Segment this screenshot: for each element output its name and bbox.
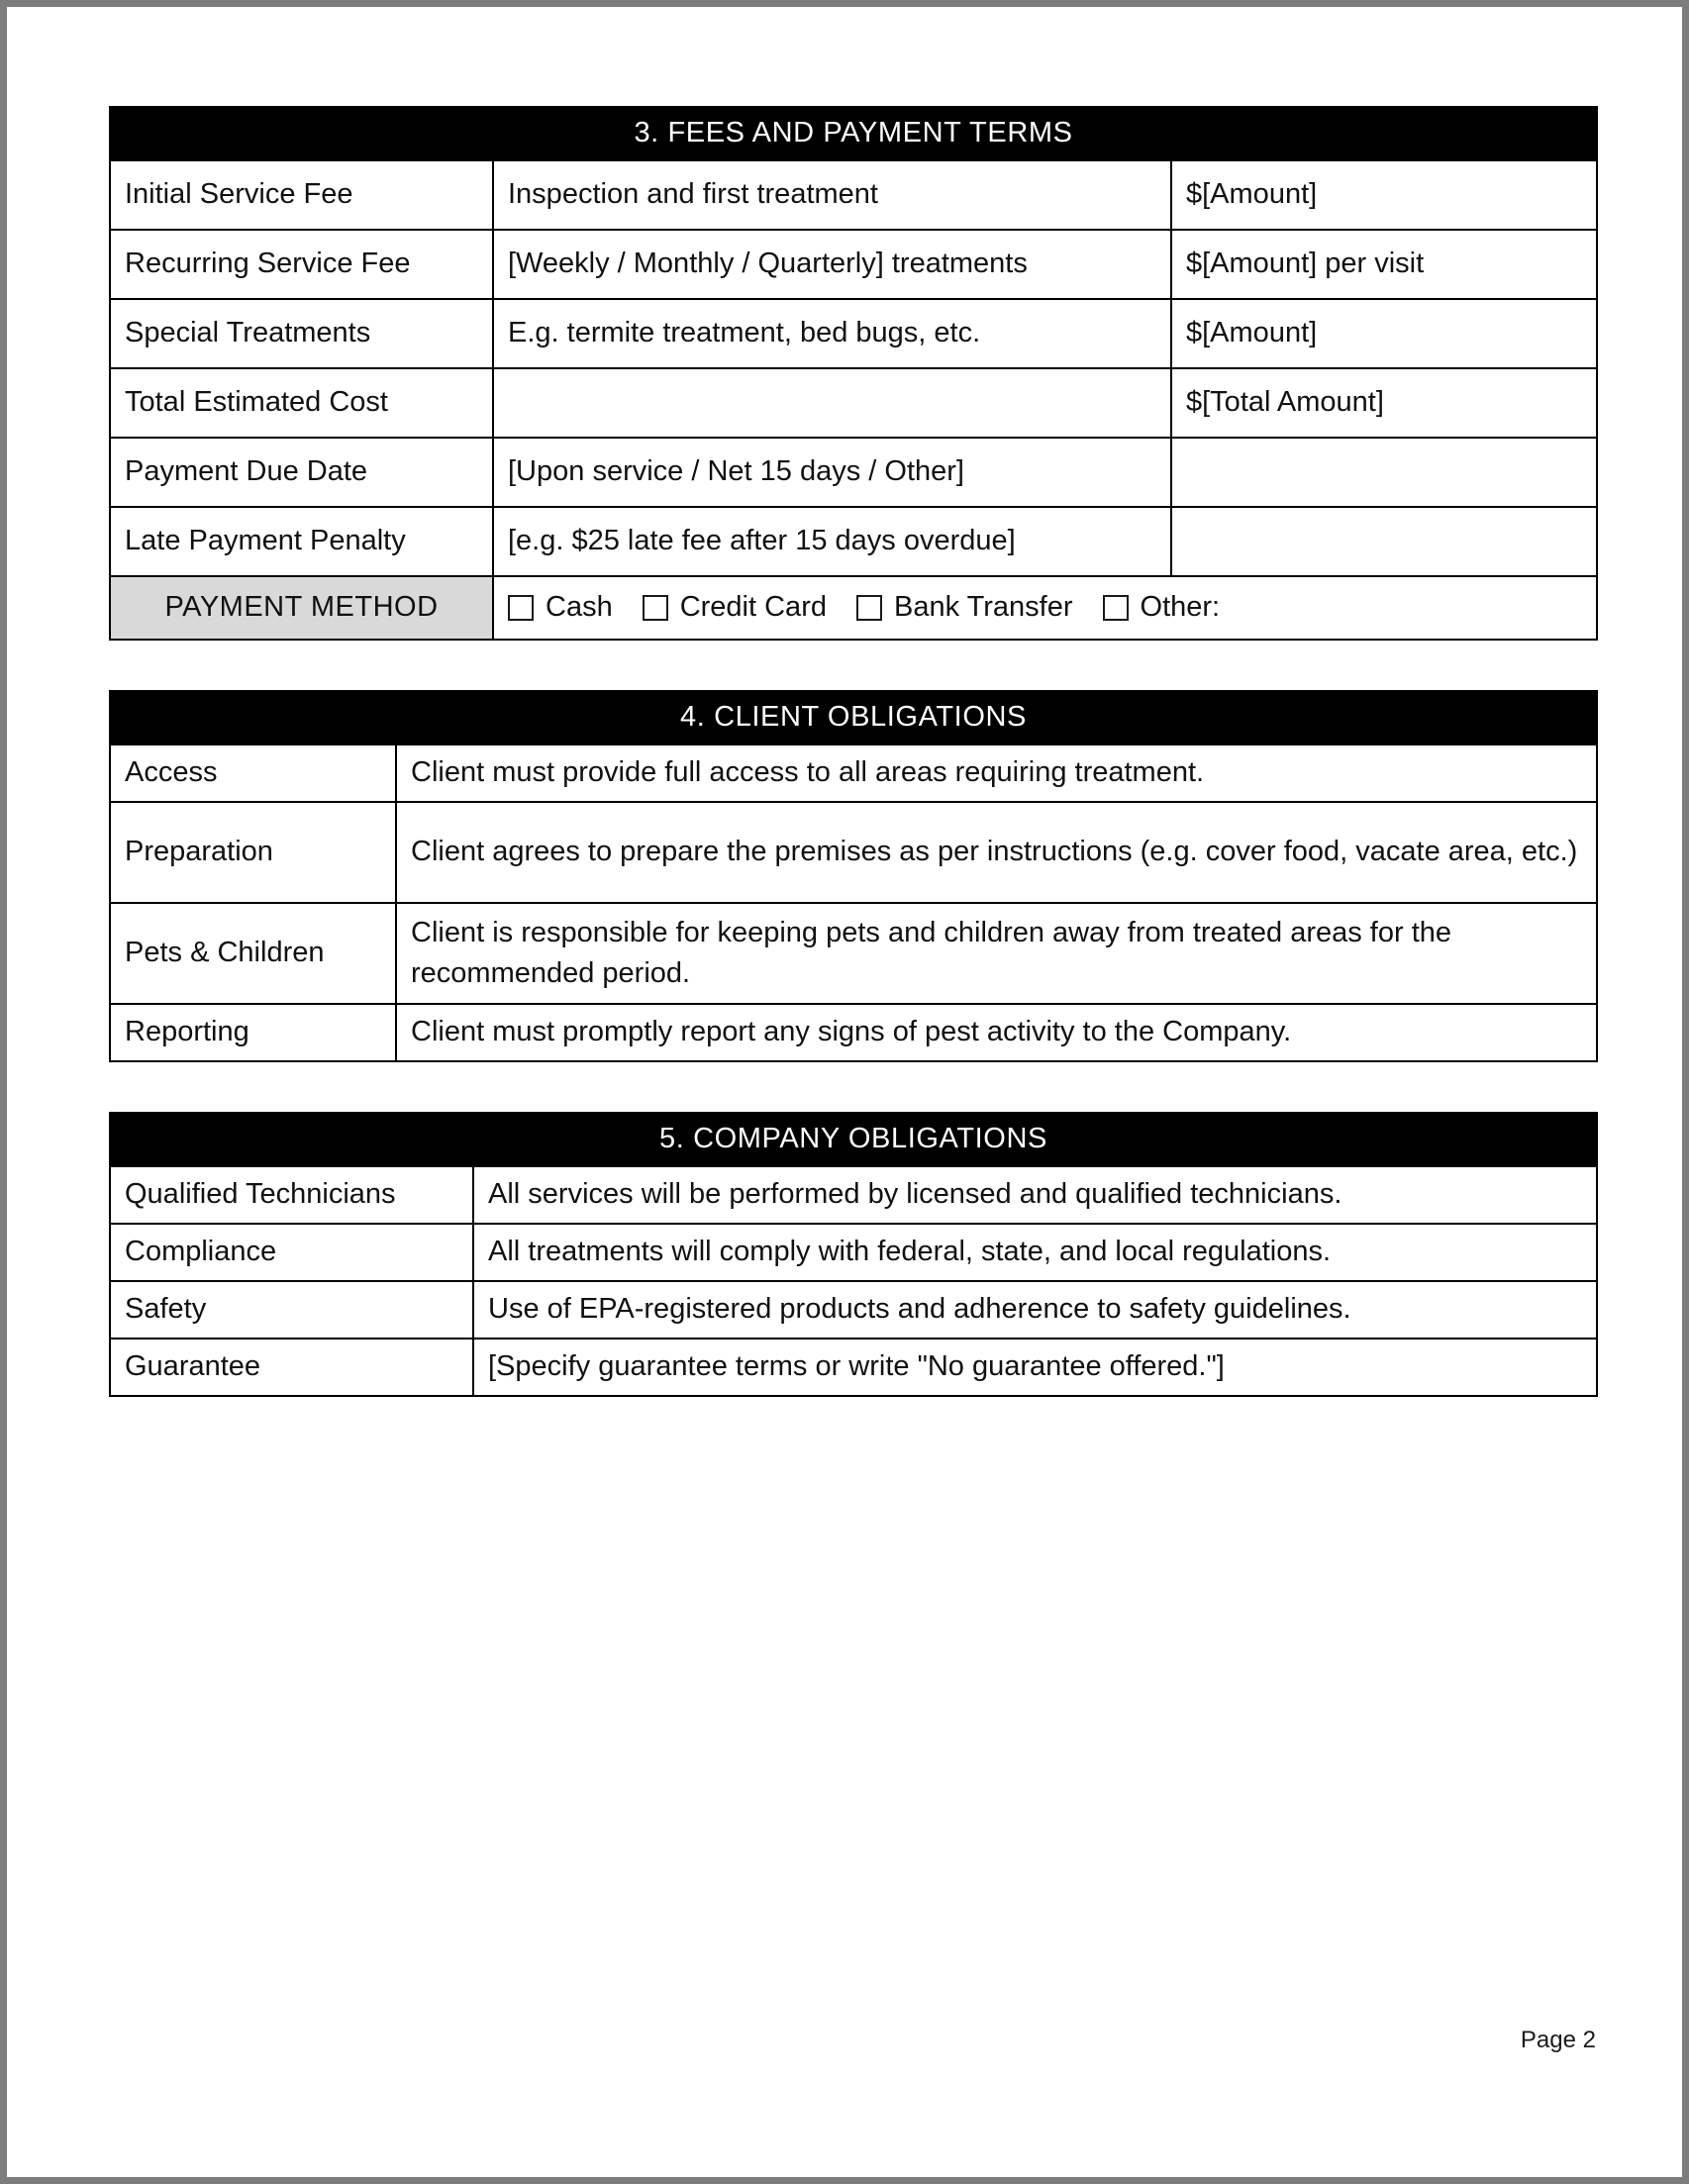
fee-label-recurring-service-fee: Recurring Service Fee — [110, 230, 493, 299]
fees-section-header-row — [110, 107, 1597, 160]
table-row — [110, 368, 1597, 438]
client-obligation-label-access: Access — [110, 745, 396, 802]
section-gap — [109, 1062, 1596, 1112]
page-content — [109, 106, 1596, 1397]
client-obligation-text-access: Client must provide full access to all areas requiring treatment. — [396, 745, 1597, 802]
payment-method-option-bank-transfer[interactable] — [856, 587, 1073, 628]
fee-description-payment-due-date: [Upon service / Net 15 days / Other] — [493, 438, 1171, 507]
payment-method-checkbox-group — [508, 587, 1582, 628]
fee-description-recurring-service-fee: [Weekly / Monthly / Quarterly] treatments — [493, 230, 1171, 299]
company-obligation-label-safety: Safety — [110, 1281, 473, 1339]
checkbox-icon[interactable] — [643, 595, 668, 621]
fee-label-payment-due-date: Payment Due Date — [110, 438, 493, 507]
table-row — [110, 903, 1597, 1004]
table-row — [110, 1281, 1597, 1339]
table-row — [110, 1224, 1597, 1281]
company-obligation-text-compliance: All treatments will comply with federal, state, and local regulations. — [473, 1224, 1597, 1281]
company-obligations-header-row — [110, 1113, 1597, 1166]
company-obligation-text-safety: Use of EPA-registered products and adherence to safety guidelines. — [473, 1281, 1597, 1339]
company-obligation-text-guarantee: [Specify guarantee terms or write "No guarantee offered."] — [473, 1339, 1597, 1396]
checkbox-icon[interactable] — [1103, 595, 1129, 621]
payment-method-option-credit-card[interactable] — [643, 587, 827, 628]
fees-and-payment-terms-table — [109, 106, 1598, 641]
fees-section-title: 3. FEES AND PAYMENT TERMS — [110, 107, 1597, 160]
client-obligation-label-preparation: Preparation — [110, 802, 396, 903]
table-row — [110, 802, 1597, 903]
fee-amount-recurring-service-fee: $[Amount] per visit — [1171, 230, 1597, 299]
table-row — [110, 299, 1597, 368]
company-obligation-text-qualified-technicians: All services will be performed by licensed and qualified technicians. — [473, 1166, 1597, 1224]
fee-label-special-treatments: Special Treatments — [110, 299, 493, 368]
page-footer — [109, 2027, 1596, 2054]
fee-amount-late-payment-penalty — [1171, 507, 1597, 576]
fee-description-total-estimated-cost — [493, 368, 1171, 438]
client-obligations-table — [109, 690, 1598, 1062]
table-row — [110, 1166, 1597, 1224]
table-row — [110, 1339, 1597, 1396]
payment-method-option-label: Credit Card — [679, 591, 827, 624]
table-row — [110, 160, 1597, 230]
company-obligation-label-compliance: Compliance — [110, 1224, 473, 1281]
client-obligations-section-title: 4. CLIENT OBLIGATIONS — [110, 691, 1597, 745]
section-gap — [109, 641, 1596, 690]
fee-label-initial-service-fee: Initial Service Fee — [110, 160, 493, 230]
fee-amount-initial-service-fee: $[Amount] — [1171, 160, 1597, 230]
fee-amount-payment-due-date — [1171, 438, 1597, 507]
fee-description-special-treatments: E.g. termite treatment, bed bugs, etc. — [493, 299, 1171, 368]
client-obligations-header-row — [110, 691, 1597, 745]
table-row — [110, 1004, 1597, 1061]
client-obligation-text-reporting: Client must promptly report any signs of pest activity to the Company. — [396, 1004, 1597, 1061]
client-obligation-label-pets-and-children: Pets & Children — [110, 903, 396, 1004]
fee-amount-total-estimated-cost: $[Total Amount] — [1171, 368, 1597, 438]
payment-method-row — [110, 576, 1597, 640]
checkbox-icon[interactable] — [856, 595, 882, 621]
payment-method-label: PAYMENT METHOD — [110, 576, 493, 640]
company-obligations-section-title: 5. COMPANY OBLIGATIONS — [110, 1113, 1597, 1166]
company-obligation-label-guarantee: Guarantee — [110, 1339, 473, 1396]
fee-label-late-payment-penalty: Late Payment Penalty — [110, 507, 493, 576]
page-number-label: Page 2 — [1520, 2027, 1596, 2053]
payment-method-option-cash[interactable] — [508, 587, 613, 628]
company-obligation-label-qualified-technicians: Qualified Technicians — [110, 1166, 473, 1224]
client-obligation-label-reporting: Reporting — [110, 1004, 396, 1061]
fee-description-initial-service-fee: Inspection and first treatment — [493, 160, 1171, 230]
payment-method-option-label: Cash — [546, 591, 613, 624]
table-row — [110, 230, 1597, 299]
fee-description-late-payment-penalty: [e.g. $25 late fee after 15 days overdue] — [493, 507, 1171, 576]
payment-method-option-label: Bank Transfer — [893, 591, 1073, 624]
payment-method-option-other[interactable] — [1103, 587, 1221, 628]
payment-method-option-label: Other: — [1140, 591, 1221, 624]
client-obligation-text-pets-and-children: Client is responsible for keeping pets and children away from treated areas for the recommended period. — [396, 903, 1597, 1004]
fee-amount-special-treatments: $[Amount] — [1171, 299, 1597, 368]
checkbox-icon[interactable] — [508, 595, 534, 621]
table-row — [110, 745, 1597, 802]
fee-label-total-estimated-cost: Total Estimated Cost — [110, 368, 493, 438]
table-row — [110, 507, 1597, 576]
company-obligations-table — [109, 1112, 1598, 1397]
payment-method-options-cell — [493, 576, 1597, 640]
client-obligation-text-preparation: Client agrees to prepare the premises as per instructions (e.g. cover food, vacate area, etc.) — [396, 802, 1597, 903]
table-row — [110, 438, 1597, 507]
